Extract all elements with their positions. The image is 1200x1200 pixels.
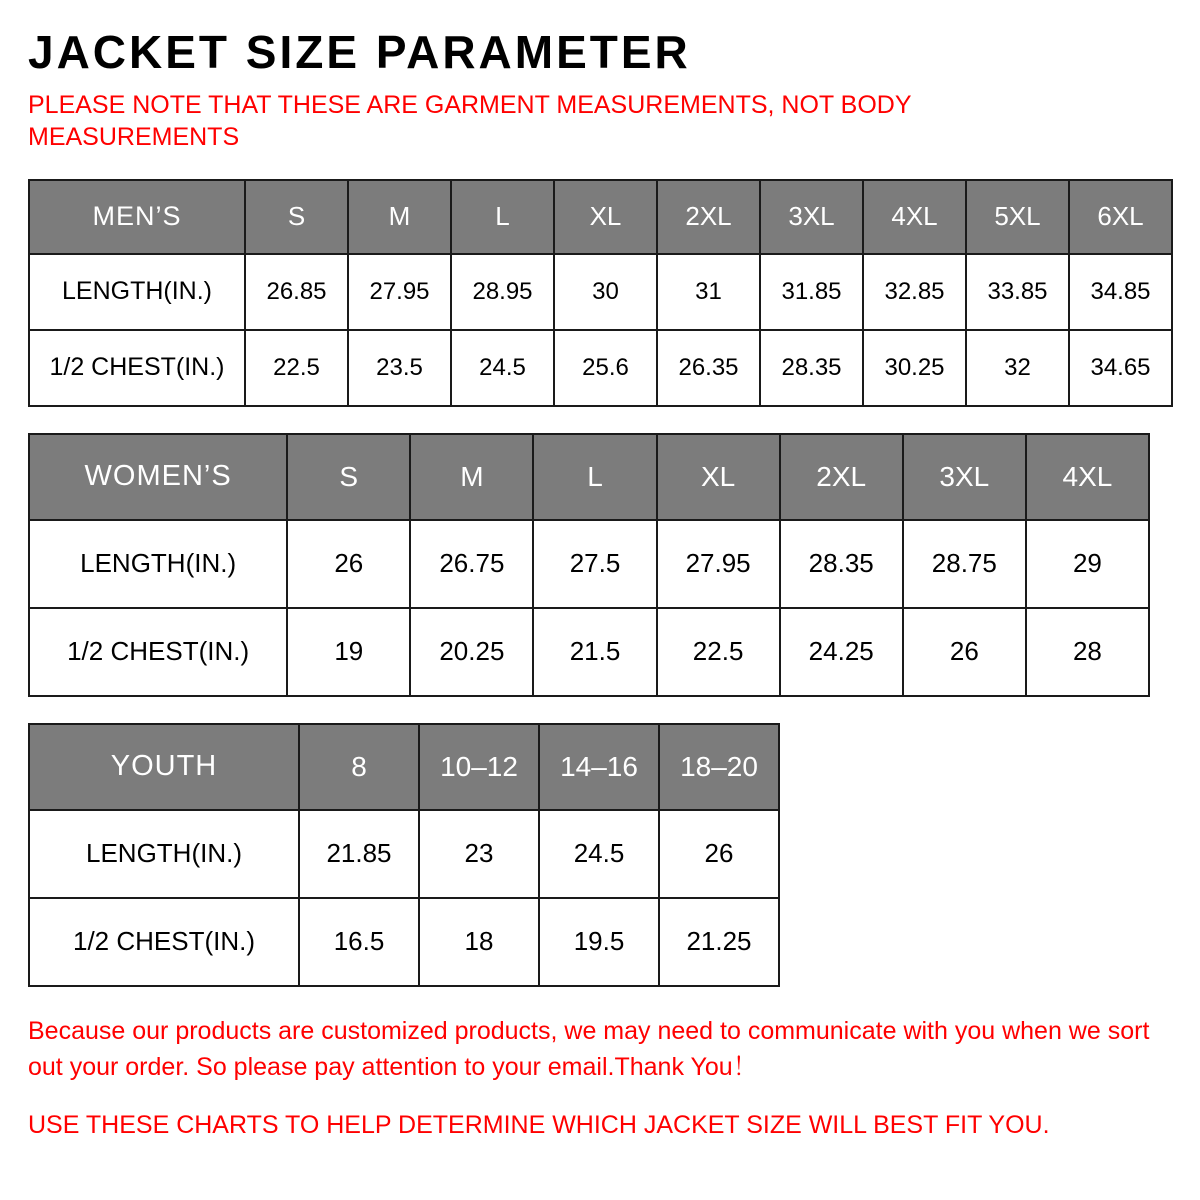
size-header-cell: 2XL — [780, 434, 903, 520]
page-title: JACKET SIZE PARAMETER — [28, 26, 691, 78]
mens-size-table — [28, 179, 1173, 407]
measure-cell: 30.25 — [863, 330, 966, 406]
measure-cell: 27.95 — [348, 254, 451, 330]
size-header-cell: 2XL — [657, 180, 760, 254]
size-header-cell: 5XL — [966, 180, 1069, 254]
measure-label: LENGTH(IN.) — [29, 254, 245, 330]
size-header-cell: L — [533, 434, 656, 520]
measure-cell: 26.35 — [657, 330, 760, 406]
table-row — [29, 330, 1172, 406]
measure-cell: 20.25 — [410, 608, 533, 696]
measure-label: LENGTH(IN.) — [29, 810, 299, 898]
table-row — [29, 608, 1149, 696]
measure-label: 1/2 CHEST(IN.) — [29, 898, 299, 986]
youth-table-label: YOUTH — [29, 724, 299, 810]
footer-note-customization: Because our products are customized products, we may need to communicate with you when we sort out your order. So please pay attention to your email.Thank You！ — [28, 1016, 1150, 1082]
measurement-note: PLEASE NOTE THAT THESE ARE GARMENT MEASUREMENTS, NOT BODY MEASUREMENTS — [28, 91, 912, 151]
measure-cell: 26.85 — [245, 254, 348, 330]
measure-cell: 32 — [966, 330, 1069, 406]
measure-cell: 24.5 — [451, 330, 554, 406]
size-header-cell: S — [287, 434, 410, 520]
measure-cell: 22.5 — [657, 608, 780, 696]
measure-cell: 26.75 — [410, 520, 533, 608]
measure-cell: 34.85 — [1069, 254, 1172, 330]
footer-notes — [28, 1013, 1172, 1144]
measure-cell: 26 — [659, 810, 779, 898]
measure-cell: 28 — [1026, 608, 1149, 696]
measure-cell: 22.5 — [245, 330, 348, 406]
size-header-cell: M — [348, 180, 451, 254]
measure-cell: 19.5 — [539, 898, 659, 986]
size-header-cell: 4XL — [863, 180, 966, 254]
measure-cell: 23 — [419, 810, 539, 898]
table-row — [29, 898, 779, 986]
size-header-cell: XL — [554, 180, 657, 254]
measure-cell: 16.5 — [299, 898, 419, 986]
measure-cell: 19 — [287, 608, 410, 696]
size-header-cell: 10–12 — [419, 724, 539, 810]
measure-cell: 18 — [419, 898, 539, 986]
measure-cell: 26 — [903, 608, 1026, 696]
measure-cell: 21.25 — [659, 898, 779, 986]
measure-cell: 23.5 — [348, 330, 451, 406]
measure-cell: 33.85 — [966, 254, 1069, 330]
size-header-cell: 8 — [299, 724, 419, 810]
measure-cell: 32.85 — [863, 254, 966, 330]
table-row — [29, 724, 779, 810]
measure-cell: 28.35 — [760, 330, 863, 406]
size-header-cell: 6XL — [1069, 180, 1172, 254]
size-header-cell: 4XL — [1026, 434, 1149, 520]
measure-label: 1/2 CHEST(IN.) — [29, 608, 287, 696]
measure-cell: 21.5 — [533, 608, 656, 696]
measure-cell: 31 — [657, 254, 760, 330]
size-header-cell: S — [245, 180, 348, 254]
measure-cell: 31.85 — [760, 254, 863, 330]
size-header-cell: 3XL — [903, 434, 1026, 520]
measure-cell: 26 — [287, 520, 410, 608]
measure-cell: 24.25 — [780, 608, 903, 696]
size-header-cell: XL — [657, 434, 780, 520]
size-header-cell: 3XL — [760, 180, 863, 254]
measure-label: LENGTH(IN.) — [29, 520, 287, 608]
womens-size-table — [28, 433, 1150, 697]
size-header-cell: 14–16 — [539, 724, 659, 810]
measure-cell: 24.5 — [539, 810, 659, 898]
measure-cell: 27.5 — [533, 520, 656, 608]
mens-table-label: MEN’S — [29, 180, 245, 254]
measure-cell: 28.75 — [903, 520, 1026, 608]
footer-note-usage: USE THESE CHARTS TO HELP DETERMINE WHICH JACKET SIZE WILL BEST FIT YOU. — [28, 1111, 1050, 1140]
measure-cell: 25.6 — [554, 330, 657, 406]
womens-table-label: WOMEN’S — [29, 434, 287, 520]
table-row — [29, 520, 1149, 608]
measure-cell: 28.95 — [451, 254, 554, 330]
table-row — [29, 180, 1172, 254]
table-row — [29, 254, 1172, 330]
measure-label: 1/2 CHEST(IN.) — [29, 330, 245, 406]
measure-cell: 30 — [554, 254, 657, 330]
measure-cell: 28.35 — [780, 520, 903, 608]
table-row — [29, 810, 779, 898]
youth-size-table — [28, 723, 780, 987]
measure-cell: 27.95 — [657, 520, 780, 608]
size-header-cell: L — [451, 180, 554, 254]
measure-cell: 21.85 — [299, 810, 419, 898]
measure-cell: 34.65 — [1069, 330, 1172, 406]
table-row — [29, 434, 1149, 520]
size-header-cell: M — [410, 434, 533, 520]
measure-cell: 29 — [1026, 520, 1149, 608]
size-header-cell: 18–20 — [659, 724, 779, 810]
